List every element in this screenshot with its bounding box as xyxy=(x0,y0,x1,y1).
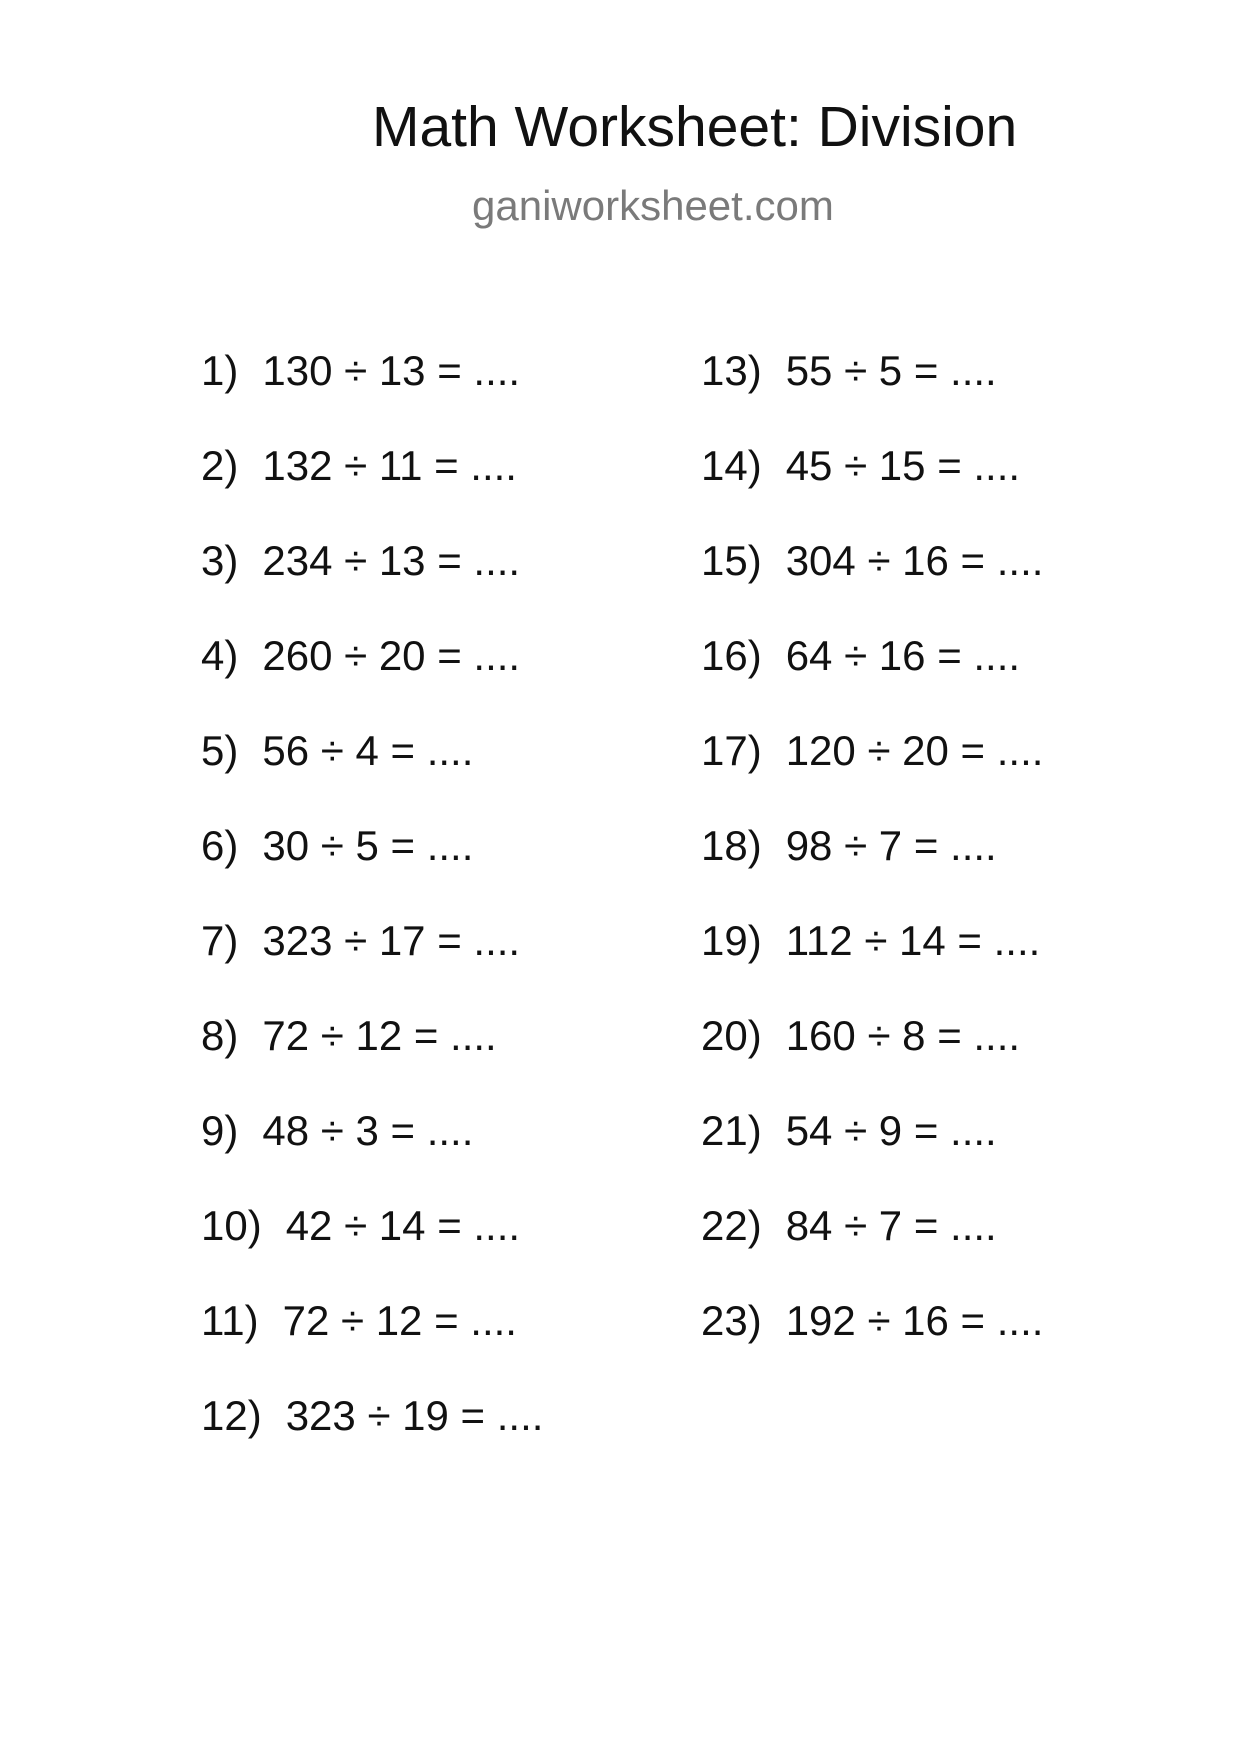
problem-expression: 160 ÷ 8 = .... xyxy=(785,1012,1021,1059)
problem-expression: 323 ÷ 17 = .... xyxy=(262,917,521,964)
problem-item xyxy=(701,347,1043,445)
problem-item xyxy=(701,727,1044,825)
problem-number: 10) xyxy=(201,1202,262,1249)
problem-expression: 130 ÷ 13 = .... xyxy=(262,347,521,394)
problem-item xyxy=(201,1012,543,1110)
problem-expression: 55 ÷ 5 = .... xyxy=(785,347,997,394)
problem-item xyxy=(201,537,543,635)
problem-number: 13) xyxy=(701,347,762,394)
problem-item xyxy=(201,822,543,920)
page-title: Math Worksheet: Division xyxy=(372,95,1018,159)
problem-number: 18) xyxy=(701,822,762,869)
problem-number: 16) xyxy=(701,632,762,679)
problem-number: 14) xyxy=(701,442,762,489)
problem-number: 4) xyxy=(201,632,239,679)
problem-item xyxy=(201,1392,544,1490)
problem-number: 1) xyxy=(201,347,239,394)
problem-number: 2) xyxy=(201,442,239,489)
problem-item xyxy=(201,347,543,445)
problem-expression: 120 ÷ 20 = .... xyxy=(785,727,1044,774)
problem-expression: 132 ÷ 11 = .... xyxy=(262,442,517,489)
problem-item xyxy=(201,727,543,825)
problem-item xyxy=(701,537,1044,635)
problem-expression: 45 ÷ 15 = .... xyxy=(785,442,1021,489)
problem-item xyxy=(701,1012,1043,1110)
problem-item xyxy=(701,1202,1043,1300)
problem-expression: 56 ÷ 4 = .... xyxy=(262,727,474,774)
problem-item xyxy=(201,442,543,540)
problem-expression: 48 ÷ 3 = .... xyxy=(262,1107,474,1154)
problem-number: 12) xyxy=(201,1392,262,1439)
problem-expression: 323 ÷ 19 = .... xyxy=(285,1392,544,1439)
problem-list-right xyxy=(701,347,1044,1395)
problem-expression: 234 ÷ 13 = .... xyxy=(262,537,521,584)
problem-item xyxy=(201,1202,543,1300)
problem-number: 7) xyxy=(201,917,239,964)
problem-item xyxy=(201,1107,543,1205)
problem-number: 21) xyxy=(701,1107,762,1154)
problem-item xyxy=(201,632,543,730)
problem-item xyxy=(201,1297,543,1395)
problem-number: 8) xyxy=(201,1012,239,1059)
problem-expression: 98 ÷ 7 = .... xyxy=(785,822,997,869)
problem-number: 17) xyxy=(701,727,762,774)
problem-expression: 72 ÷ 12 = .... xyxy=(262,1012,497,1059)
problem-number: 6) xyxy=(201,822,239,869)
problem-number: 22) xyxy=(701,1202,762,1249)
problem-item xyxy=(701,822,1043,920)
problem-expression: 260 ÷ 20 = .... xyxy=(262,632,521,679)
problem-expression: 304 ÷ 16 = .... xyxy=(785,537,1044,584)
problem-number: 3) xyxy=(201,537,239,584)
problem-number: 15) xyxy=(701,537,762,584)
problem-number: 9) xyxy=(201,1107,239,1154)
source-site: ganiworksheet.com xyxy=(472,182,834,229)
problem-expression: 192 ÷ 16 = .... xyxy=(785,1297,1044,1344)
problem-expression: 112 ÷ 14 = .... xyxy=(785,917,1041,964)
problem-list-left xyxy=(201,347,544,1490)
problem-expression: 30 ÷ 5 = .... xyxy=(262,822,474,869)
problem-number: 5) xyxy=(201,727,239,774)
problem-number: 20) xyxy=(701,1012,762,1059)
problem-item xyxy=(701,632,1043,730)
problem-item xyxy=(201,917,543,1015)
problem-expression: 72 ÷ 12 = .... xyxy=(282,1297,517,1344)
problem-expression: 84 ÷ 7 = .... xyxy=(785,1202,997,1249)
problem-item xyxy=(701,442,1043,540)
problem-item xyxy=(701,1297,1044,1395)
problem-number: 11) xyxy=(201,1297,259,1344)
problem-expression: 54 ÷ 9 = .... xyxy=(785,1107,997,1154)
problem-expression: 42 ÷ 14 = .... xyxy=(285,1202,521,1249)
problem-expression: 64 ÷ 16 = .... xyxy=(785,632,1021,679)
problem-number: 19) xyxy=(701,917,762,964)
problem-number: 23) xyxy=(701,1297,762,1344)
problem-item xyxy=(701,917,1043,1015)
problem-item xyxy=(701,1107,1043,1205)
